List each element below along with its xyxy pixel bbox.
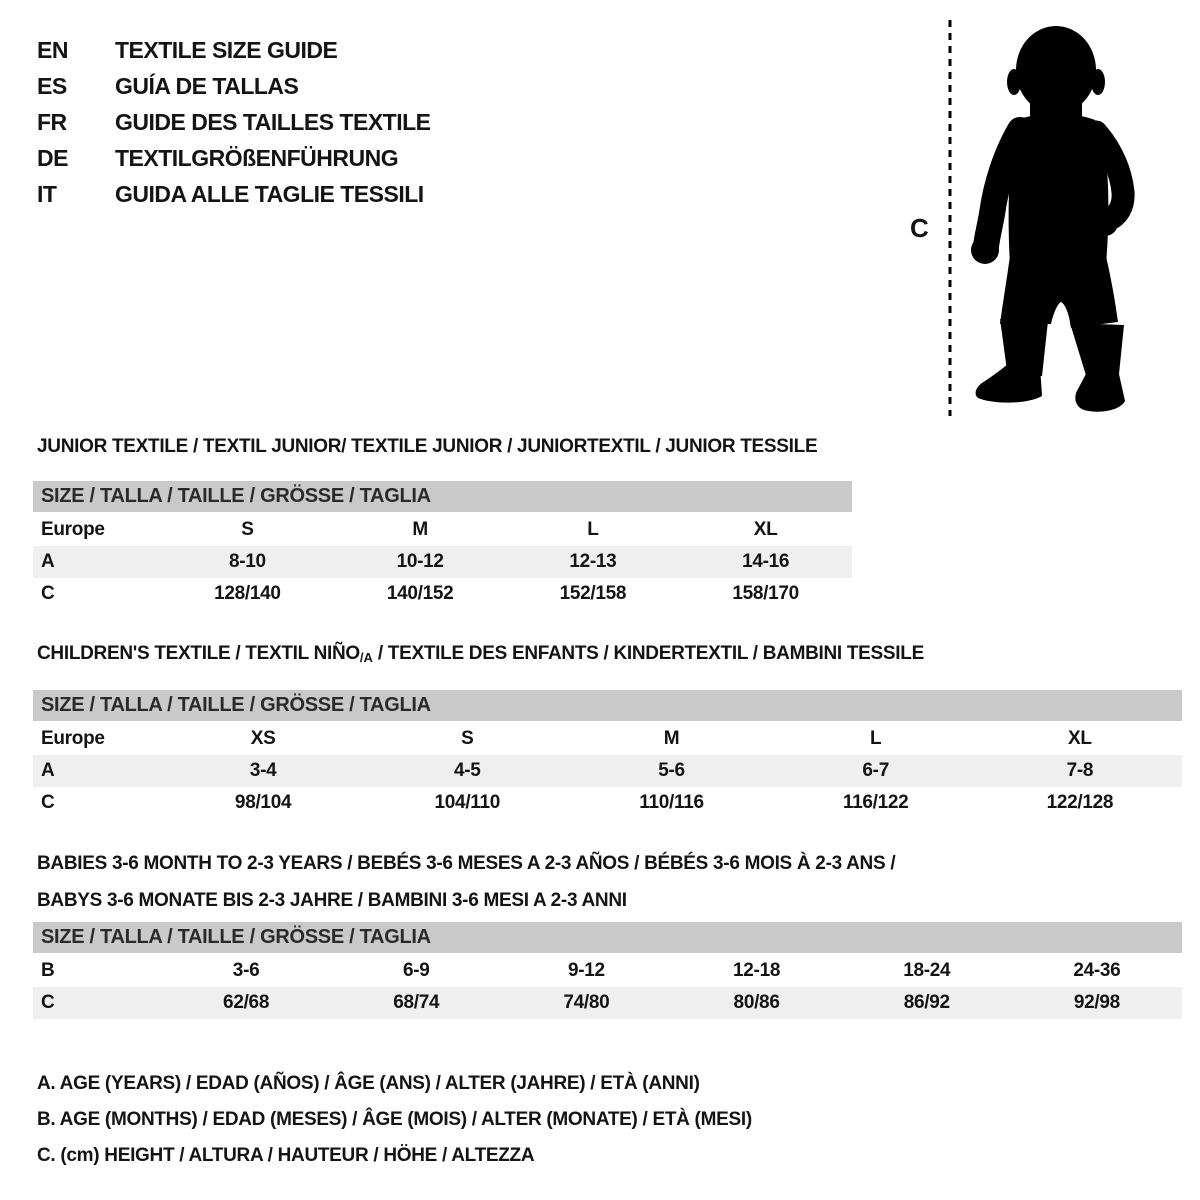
table-row [33,514,852,546]
table-cell: M [412,519,428,540]
table-cell: 140/152 [386,583,454,604]
table-cell: 62/68 [223,992,270,1013]
row-label: C [41,583,55,604]
language-row [37,176,431,212]
table-cell: 8-10 [228,551,266,572]
row-label: B [41,960,55,981]
table-cell: 158/170 [732,583,799,604]
table-row [33,755,1182,787]
table-cell: 14-16 [742,551,790,572]
table-cell: 128/140 [214,583,281,604]
language-row [37,140,431,176]
table-row [33,955,1182,987]
table-cell: L [870,728,882,749]
table-cell: 122/128 [1046,792,1114,813]
table-cell: 110/116 [639,792,704,813]
row-label: C [41,792,55,813]
table-cell: XL [1068,728,1092,749]
table-cell: XS [250,728,276,749]
junior-size-table [33,481,852,610]
language-code: DE [37,144,68,171]
table-row [33,546,852,578]
table-cell: S [241,519,254,540]
row-label: A [41,551,55,572]
table-cell: 12-13 [569,551,617,572]
toddler-silhouette [938,16,1188,420]
legend-line-a: A. AGE (YEARS) / EDAD (AÑOS) / ÂGE (ANS) / ALTER (JAHRE) / ETÀ (ANNI) [37,1073,700,1094]
table-cell: S [461,728,474,749]
table-row [33,578,852,610]
table-cell: 9-12 [568,960,605,981]
table-cell: M [663,728,680,749]
children-size-table [33,690,1182,819]
language-title: TEXTILE SIZE GUIDE [115,36,338,63]
language-title: GUIDA ALLE TAGLIE TESSILI [115,180,424,207]
table-cell: 5-6 [658,760,685,781]
table-cell: 3-6 [232,960,260,981]
table-cell: 80/86 [733,992,780,1013]
table-header-bar: SIZE / TALLA / TAILLE / GRÖSSE / TAGLIA [33,690,1182,721]
babies-heading-line1: BABIES 3-6 MONTH TO 2-3 YEARS / BEBÉS 3-6 MESES A 2-3 AÑOS / BÉBÉS 3-6 MOIS À 2-3 ANS / [37,853,896,874]
table-cell: L [587,519,599,540]
children-heading-pre: CHILDREN'S TEXTILE / TEXTIL NIÑO [37,643,360,664]
table-row [33,987,1182,1019]
table-cell: 12-18 [733,960,781,981]
language-code: FR [37,108,67,135]
language-row [37,68,431,104]
height-measure-label: C [910,213,929,243]
row-label: Europe [41,728,105,749]
table-cell: 10-12 [396,551,444,572]
table-cell: 68/74 [393,992,440,1013]
table-cell: 3-4 [249,760,277,781]
language-row [37,104,431,140]
language-code: EN [37,36,68,63]
table-cell: 74/80 [563,992,610,1013]
table-cell: 98/104 [234,792,292,813]
table-row [33,787,1182,819]
table-cell: 6-9 [402,960,430,981]
language-title-list [37,32,431,212]
language-title: TEXTILGRÖßENFÜHRUNG [115,144,399,171]
table-cell: 152/158 [559,583,627,604]
table-cell: 18-24 [903,960,951,981]
language-row [37,32,431,68]
table-cell: 116/122 [842,792,909,813]
table-cell: XL [753,519,778,540]
children-heading-sub: /A [359,650,373,665]
table-cell: 6-7 [862,760,889,781]
language-code: IT [37,180,57,207]
table-cell: 86/92 [903,992,950,1013]
row-label: A [41,760,55,781]
language-title: GUIDE DES TAILLES TEXTILE [115,108,431,135]
row-label: C [41,992,55,1013]
table-cell: 92/98 [1073,992,1120,1013]
babies-size-table [33,922,1182,1019]
table-cell: 104/110 [434,792,501,813]
children-heading-post: / TEXTILE DES ENFANTS / KINDERTEXTIL / BAMBINI TESSILE [372,643,924,664]
table-cell: 7-8 [1066,760,1094,781]
babies-heading-line2: BABYS 3-6 MONATE BIS 2-3 JAHRE / BAMBINI 3-6 MESI A 2-3 ANNI [37,890,627,911]
language-code: ES [37,72,67,99]
junior-section-heading: JUNIOR TEXTILE / TEXTIL JUNIOR/ TEXTILE JUNIOR / JUNIORTEXTIL / JUNIOR TESSILE [37,436,818,457]
legend-line-c: C. (cm) HEIGHT / ALTURA / HAUTEUR / HÖHE / ALTEZZA [37,1145,535,1166]
measurement-legend [37,1066,752,1174]
table-cell: 4-5 [454,760,481,781]
language-title: GUÍA DE TALLAS [115,72,299,99]
babies-section-heading [37,845,895,919]
table-row [33,723,1182,755]
row-label: Europe [41,519,105,540]
table-header-bar: SIZE / TALLA / TAILLE / GRÖSSE / TAGLIA [33,922,1182,953]
legend-line-b: B. AGE (MONTHS) / EDAD (MESES) / ÂGE (MOIS) / ALTER (MONATE) / ETÀ (MESI) [37,1109,752,1130]
children-section-heading [37,643,924,665]
table-cell: 24-36 [1073,960,1121,981]
table-header-bar: SIZE / TALLA / TAILLE / GRÖSSE / TAGLIA [33,481,852,512]
